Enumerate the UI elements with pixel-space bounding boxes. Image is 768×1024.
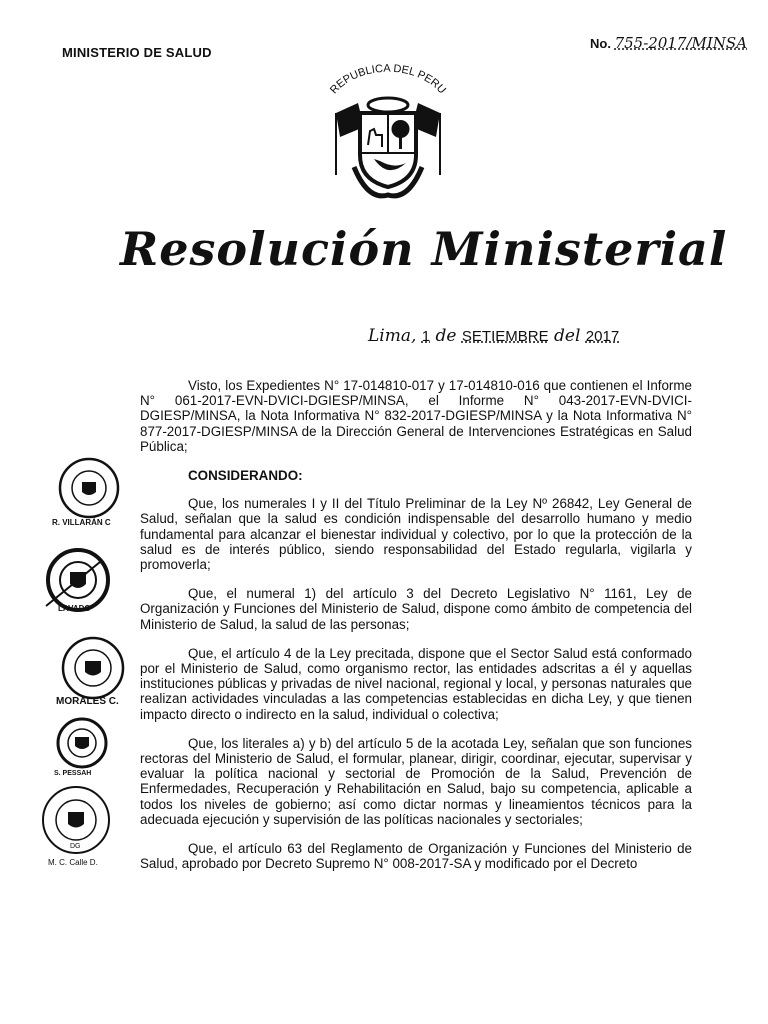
number-prefix: No. xyxy=(590,36,611,51)
body-paragraph: Que, el artículo 4 de la Ley precitada, dispone que el Sector Salud está conformado por el Ministerio de Salud, como organismo rector, las entidades adscritas a él y aquellas instituciones públicas y privadas de nivel nacional, regional y local, y personas naturales que realizan actividades vinculadas a las competencias establecidas en dicha Ley, y que tienen impacto directo o indirecto en la salud, individual o colectiva; xyxy=(140,645,692,722)
visto-paragraph: Visto, los Expedientes N° 17-014810-017 y 17-014810-016 que contienen el Informe N° 061-2017-EVN-DVICI-DGIESP/MINSA, el Informe N° 043-2017-EVN-DVICI-DGIESP/MINSA, la Nota Informativa N° 832-2017-DGIESP/MINSA y la Nota Informativa N° 877-2017-DGIESP/MINSA de la Dirección General de Intervenciones Estratégicas en Salud Pública; xyxy=(140,378,692,454)
body-paragraph: Que, el numeral 1) del artículo 3 del Decreto Legislativo N° 1161, Ley de Organización y Funciones del Ministerio de Salud, dispone como ámbito de competencia del Ministerio de Salud, la salud de las personas; xyxy=(140,586,692,632)
date-del: del xyxy=(554,326,581,346)
considerando-heading: CONSIDERANDO: xyxy=(188,468,303,484)
seal-arc-text: REPUBLICA DEL PERU xyxy=(327,62,449,97)
official-stamp-icon xyxy=(44,636,144,710)
number-handwritten: 755-2017/MINSA xyxy=(614,34,748,52)
document-title: Resolución Ministerial xyxy=(120,222,728,276)
date-year: 2017 xyxy=(585,328,620,345)
stamp-signer: MORALES C. xyxy=(56,696,119,707)
document-body xyxy=(140,378,692,885)
stamp-signer: S. PESSAH xyxy=(54,770,92,777)
stamp-signer: LAVADO xyxy=(58,604,91,613)
ministry-header: MINISTERIO DE SALUD xyxy=(62,45,212,60)
body-paragraph: Que, los literales a) y b) del artículo 5 de la acotada Ley, señalan que son funciones rectoras del Ministerio de Salud, el formular, planear, dirigir, coordinar, ejecutar, supervisar y evaluar la política nacional y sectorial de Promoción de la Salud, Prevención de Enfermedades, Recuperación y Rehabilitación en Salud, bajo su competencia, aplicable a todos los niveles de gobierno; así como dictar normas y lineamientos técnicos para la adecuada ejecución y supervisión de las políticas nacionales y sectoriales; xyxy=(140,735,692,827)
official-stamp-icon xyxy=(34,784,124,874)
svg-text:DG: DG xyxy=(70,843,81,850)
date-city: Lima, xyxy=(368,326,417,346)
svg-text:REPUBLICA DEL PERU xyxy=(328,63,448,97)
stamp-signer: R. VILLARÁN C xyxy=(52,518,111,527)
body-paragraph: Que, los numerales I y II del Título Preliminar de la Ley Nº 26842, Ley General de Salud, señalan que la salud es condición indispensable del desarrollo humano y medio fundamental para alcanzar el bienestar individual y colectivo, por lo que la protección de la salud es de interés público, siendo responsabilidad del Estado regularla, vigilarla y promoverla; xyxy=(140,496,692,573)
date-de: de xyxy=(435,326,457,346)
date-day: 1 xyxy=(421,328,431,345)
official-stamp-icon xyxy=(36,548,126,618)
resolution-number xyxy=(590,34,747,52)
body-paragraph: Que, el artículo 63 del Reglamento de Organización y Funciones del Ministerio de Salud, aprobado por Decreto Supremo N° 008-2017-SA y modificado por el Decreto xyxy=(140,841,692,872)
dateline xyxy=(368,326,748,346)
official-stamp-icon xyxy=(46,456,136,532)
stamp-signer: M. C. Calle D. xyxy=(48,858,98,867)
official-stamp-icon xyxy=(50,716,120,782)
peru-coat-of-arms-icon xyxy=(318,55,458,205)
date-month: SETIEMBRE xyxy=(461,328,549,345)
